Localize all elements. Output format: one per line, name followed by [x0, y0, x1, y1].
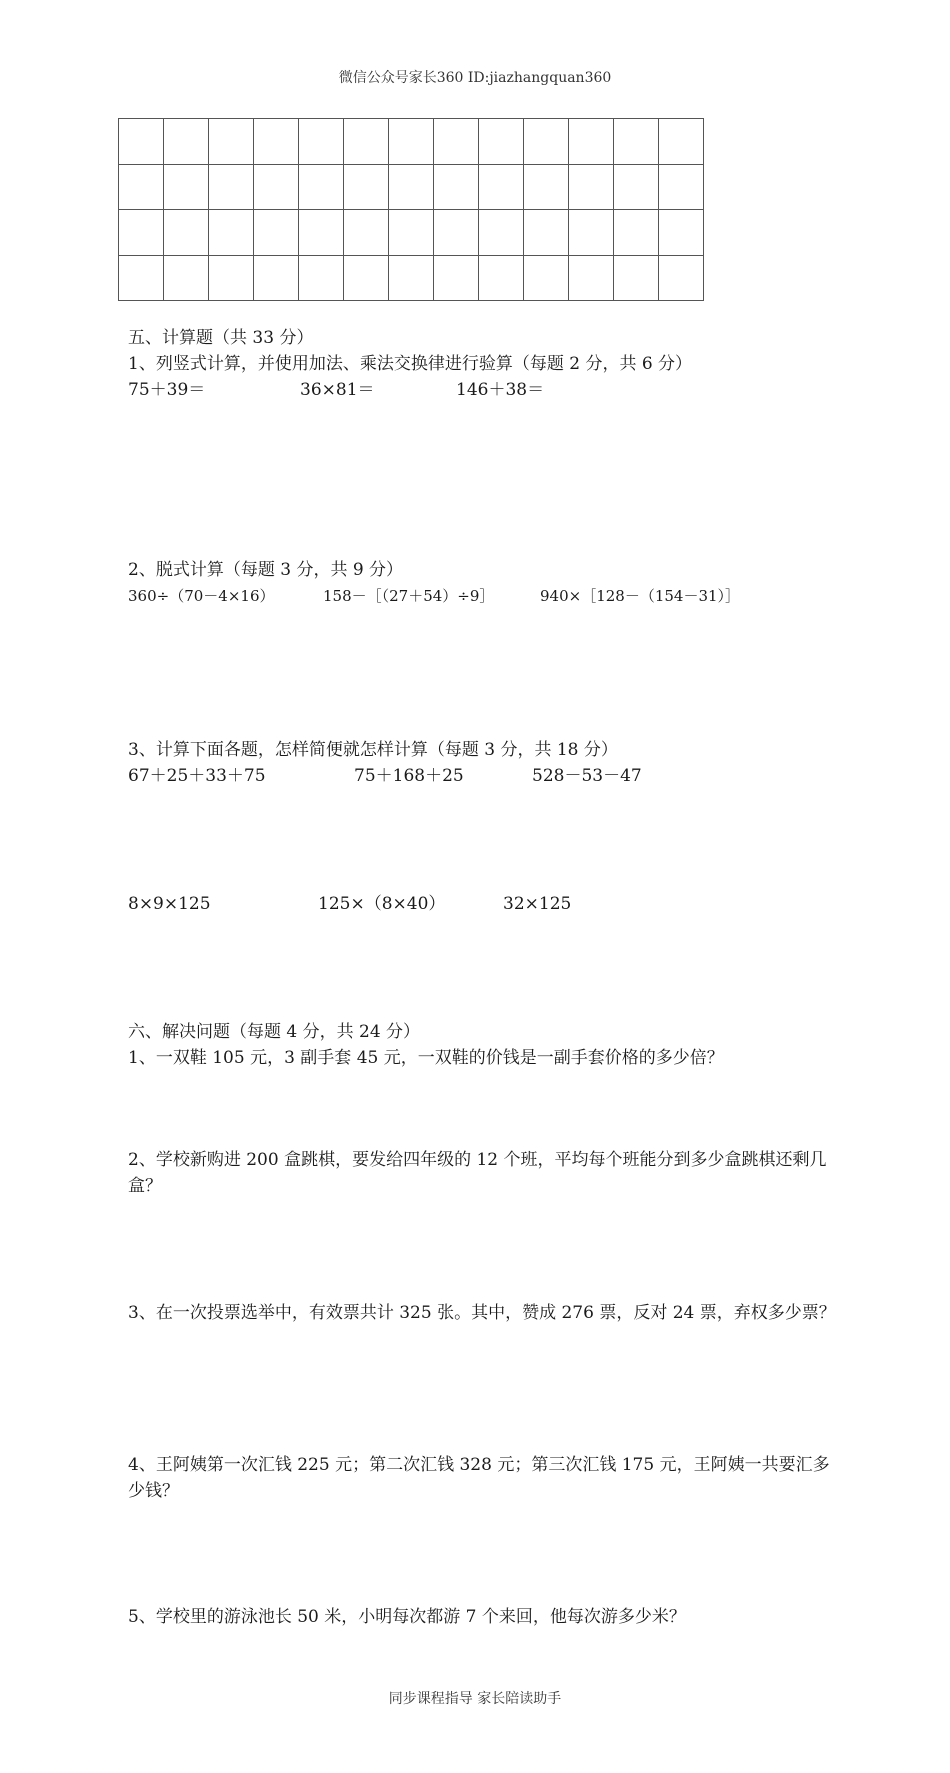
grid-cell — [209, 255, 254, 301]
problem-5: 5、学校里的游泳池长 50 米，小明每次都游 7 个来回，他每次游多少米？ — [128, 1607, 686, 1627]
grid-cell — [299, 255, 344, 301]
grid-cell — [164, 255, 209, 301]
grid-cell — [209, 210, 254, 256]
grid-cell — [299, 210, 344, 256]
grid-cell — [569, 255, 614, 301]
grid-cell — [389, 210, 434, 256]
grid-cell — [164, 210, 209, 256]
q1-title: 1、列竖式计算，并使用加法、乘法交换律进行验算（每题 2 分，共 6 分） — [128, 354, 693, 374]
grid-cell — [209, 164, 254, 210]
grid-cell — [389, 255, 434, 301]
q3-title: 3、计算下面各题，怎样简便就怎样计算（每题 3 分，共 18 分） — [128, 740, 618, 760]
grid-cell — [614, 255, 659, 301]
grid-cell — [524, 255, 569, 301]
grid-cell — [569, 210, 614, 256]
grid-cell — [659, 119, 704, 165]
grid-row — [119, 255, 704, 301]
q3-row2-item-1: 8×9×125 — [128, 894, 211, 914]
grid-cell — [344, 210, 389, 256]
problem-3: 3、在一次投票选举中，有效票共计 325 张。其中，赞成 276 票，反对 24 票，弃权多少票？ — [128, 1303, 836, 1323]
q1-item-3: 146＋38＝ — [456, 380, 545, 400]
grid-cell — [659, 255, 704, 301]
grid-row — [119, 164, 704, 210]
grid-cell — [299, 119, 344, 165]
q2-title: 2、脱式计算（每题 3 分，共 9 分） — [128, 560, 404, 580]
grid-cell — [344, 119, 389, 165]
grid-cell — [209, 119, 254, 165]
grid-cell — [299, 164, 344, 210]
grid-cell — [164, 119, 209, 165]
grid-cell — [524, 210, 569, 256]
answer-grid — [118, 118, 704, 301]
q2-item-1: 360÷（70－4×16） — [128, 587, 275, 605]
grid-cell — [434, 210, 479, 256]
grid-cell — [434, 255, 479, 301]
grid-cell — [569, 164, 614, 210]
grid-cell — [434, 164, 479, 210]
grid-row — [119, 210, 704, 256]
grid-cell — [524, 119, 569, 165]
grid-cell — [119, 210, 164, 256]
q2-item-3: 940×［128－（154－31）］ — [540, 587, 741, 605]
problem-4: 4、王阿姨第一次汇钱 225 元；第二次汇钱 328 元；第三次汇钱 175 元，王阿姨一共要汇多少钱？ — [128, 1455, 830, 1501]
grid-cell — [254, 119, 299, 165]
q3-row1-item-3: 528－53－47 — [532, 766, 642, 786]
grid-cell — [119, 255, 164, 301]
grid-cell — [164, 164, 209, 210]
grid-cell — [659, 164, 704, 210]
section6-title: 六、解决问题（每题 4 分，共 24 分） — [128, 1022, 421, 1042]
q3-row2-item-3: 32×125 — [503, 894, 572, 914]
grid-cell — [479, 210, 524, 256]
grid-cell — [344, 255, 389, 301]
q2-item-2: 158－［（27＋54）÷9］ — [323, 587, 495, 605]
grid-cell — [254, 164, 299, 210]
grid-cell — [614, 210, 659, 256]
grid-cell — [254, 255, 299, 301]
grid-cell — [659, 210, 704, 256]
problem-1: 1、一双鞋 105 元，3 副手套 45 元，一双鞋的价钱是一副手套价格的多少倍？ — [128, 1048, 724, 1068]
q3-row1-item-2: 75＋168＋25 — [354, 766, 464, 786]
q3-row2-item-2: 125×（8×40） — [318, 894, 446, 914]
q1-item-1: 75＋39＝ — [128, 380, 206, 400]
grid-cell — [254, 210, 299, 256]
grid-cell — [389, 119, 434, 165]
grid-cell — [524, 164, 569, 210]
grid-cell — [389, 164, 434, 210]
q1-item-2: 36×81＝ — [300, 380, 375, 400]
page-footer: 同步课程指导 家长陪读助手 — [388, 1691, 562, 1707]
grid-cell — [569, 119, 614, 165]
grid-cell — [479, 119, 524, 165]
grid-row — [119, 119, 704, 165]
grid-cell — [434, 119, 479, 165]
grid-cell — [479, 164, 524, 210]
grid-cell — [119, 164, 164, 210]
section5-title: 五、计算题（共 33 分） — [128, 328, 314, 348]
grid-cell — [479, 255, 524, 301]
grid-cell — [614, 119, 659, 165]
grid-cell — [119, 119, 164, 165]
q3-row1-item-1: 67＋25＋33＋75 — [128, 766, 266, 786]
grid-cell — [344, 164, 389, 210]
grid-cell — [614, 164, 659, 210]
page-header: 微信公众号家长360 ID:jiazhangquan360 — [338, 70, 612, 86]
problem-2: 2、学校新购进 200 盒跳棋，要发给四年级的 12 个班，平均每个班能分到多少盒跳棋还剩几盒？ — [128, 1150, 827, 1196]
